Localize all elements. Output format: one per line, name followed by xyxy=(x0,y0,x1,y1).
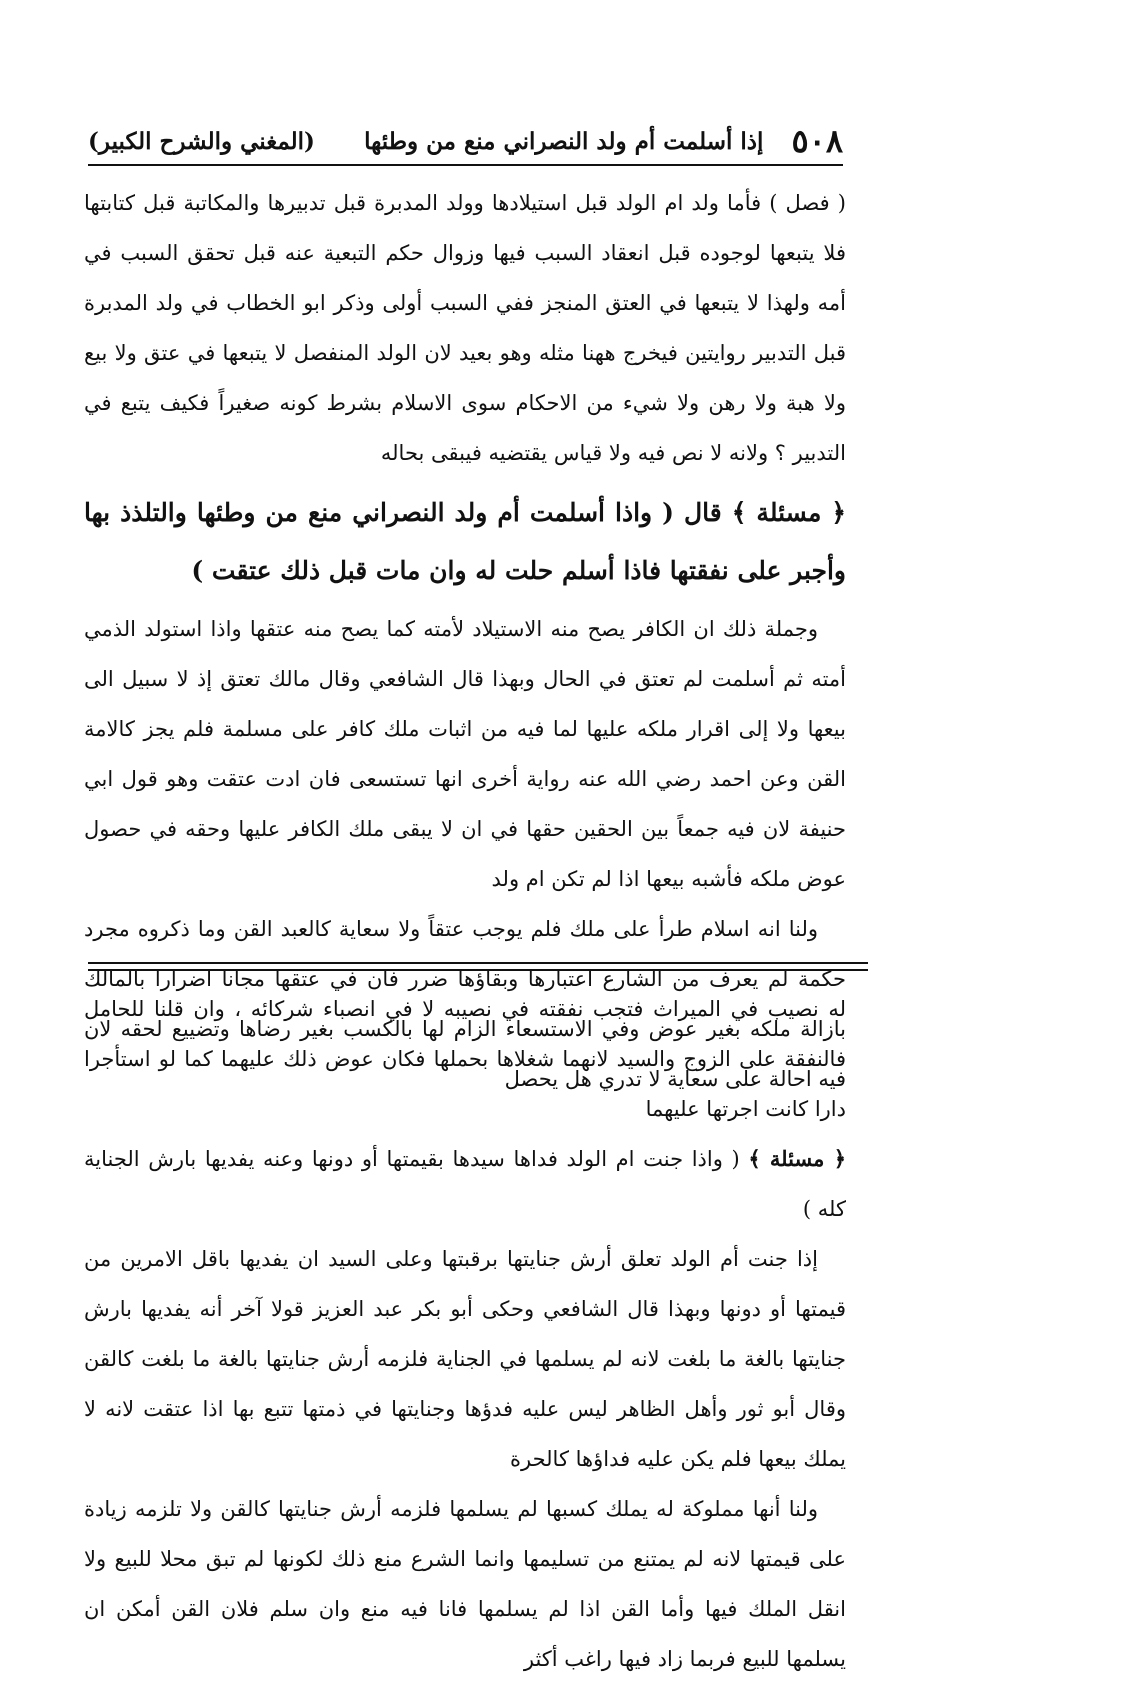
masala-heading xyxy=(84,484,846,600)
fasl-paragraph: ( فصل ) فأما ولد ام الولد قبل استيلادها وولد المدبرة قبل تدبيرها والمكاتبة قبل كتابتها فلا يتبعها لوجوده قبل انعقاد السبب فيها وزوال حكم التبعية عنه قبل تحقق السبب في أمه ولهذا لا يتبعها في العتق المنجز ففي السبب أولى وذكر ابو الخطاب في ولد المدبرة قبل التدبير روايتين فيخرج ههنا مثله وهو بعيد لان الولد المنفصل لا يتبعها في عتق ولا بيع ولا هبة ولا رهن ولا شيء من الاحكام سوى الاسلام بشرط كونه صغيراً فكيف يتبع في التدبير ؟ ولانه لا نص فيه ولا قياس يقتضيه فيبقى بحاله xyxy=(84,191,846,465)
commentary-paragraph: وجملة ذلك ان الكافر يصح منه الاستيلاد لأمته كما يصح منه عتقها واذا استولد الذمي أمته ثم أسلمت لم تعتق في الحال وبهذا قال الشافعي وقال مالك تعتق إذ لا سبيل الى بيعها ولا إلى اقرار ملكه عليها لما فيه من اثبات ملك كافر على مسلمة فلم يجز كالامة القن وعن احمد رضي الله عنه رواية أخرى انها تستسعى فان ادت عتقت وهو قول ابي حنيفة لان فيه جمعاً بين الحقين حقها في ان لا يبقى ملك الكافر عليها وحقه في حصول عوض ملكه فأشبه بيعها اذا لم تكن ام ولد xyxy=(84,617,846,891)
section-separator xyxy=(88,962,868,971)
commentary-paragraph: إذا جنت أم الولد تعلق أرش جنايتها برقبتها وعلى السيد ان يفديها باقل الامرين من قيمتها أو دونها وبهذا قال الشافعي وحكى أبو بكر عبد العزيز قولا آخر أنه يفديها بارش جنايتها بالغة ما بلغت لانه لم يسلمها في الجناية فلزمه أرش جنايتها بالغة ما بلغت كالقن وقال أبو ثور وأهل الظاهر ليس عليه فدؤها وجنايتها في ذمتها تتبع بها اذا عتقت لانه لا يملك بيعها فلم يكن عليه فداؤها كالحرة xyxy=(84,1247,846,1471)
masala-label: ﴿ مسئلة ﴾ xyxy=(748,1146,846,1171)
commentary-paragraph: ولنا انه اسلام طرأ على ملك فلم يوجب عتقاً ولا سعاية كالعبد القن وما ذكروه مجرد حكمة لم يعرف من الشارع اعتبارها وبقاؤها ضرر فان في عتقها مجانا اضرارا بالمالك بازالة ملكه بغير عوض وفي الاستسعاء الزام لها بالكسب بغير رضاها وتضييع لحقه لان فيه احالة على سعاية لا تدري هل يحصل xyxy=(84,917,846,1091)
masala-label: ﴿ مسئلة ﴾ xyxy=(731,498,846,527)
lower-text xyxy=(84,984,846,1684)
page-number: ٥٠٨ xyxy=(791,122,843,160)
continued-paragraph: له نصيب في الميراث فتجب نفقته في نصيبه لا في انصباء شركائه ، وان قلنا للحامل فالنفقة على الزوج والسيد لانهما شغلاها بحملها فكان عوض ذلك عليهما كما لو استأجرا دارا كانت اجرتها عليهما xyxy=(84,997,846,1121)
masala-text: قال ( واذا أسلمت أم ولد النصراني منع من وطئها والتلذذ بها وأجبر على نفقتها فاذا أسلم حلت له وان مات قبل ذلك عتقت ) xyxy=(84,498,846,585)
masala-line xyxy=(84,1134,846,1234)
header-rule xyxy=(88,164,843,166)
section-title: إذا أسلمت أم ولد النصراني منع من وطئها xyxy=(364,127,764,155)
page-header xyxy=(88,118,843,164)
commentary-paragraph: ولنا أنها مملوكة له يملك كسبها لم يسلمها فلزمه أرش جنايتها كالقن ولا تلزمه زيادة على قيمتها لانه لم يمتنع من تسليمها وانما الشرع منع ذلك لكونها لم تبق محلا للبيع ولا انقل الملك فيها وأما القن اذا لم يسلمها فانا فيه منع وان سلم فلان القن أمكن ان يسلمها للبيع فربما زاد فيها راغب أكثر xyxy=(84,1497,846,1671)
masala-text: ( واذا جنت ام الولد فداها سيدها بقيمتها أو دونها وعنه يفديها بارش الجناية كله ) xyxy=(84,1147,846,1221)
book-title: (المغني والشرح الكبير) xyxy=(88,127,315,155)
